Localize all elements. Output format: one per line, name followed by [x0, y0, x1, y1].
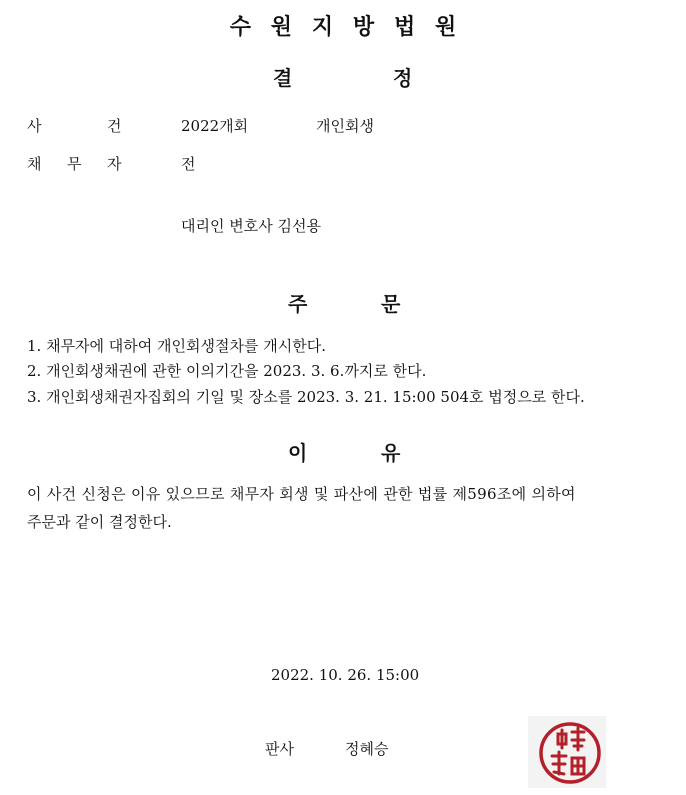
document-title-right: 정	[393, 66, 413, 90]
agent-attorney: 대리인 변호사 김선용	[181, 217, 321, 235]
reason-text-line-1: 이 사건 신청은 이유 있으므로 채무자 회생 및 파산에 관한 법률 제596조에 의하여	[27, 485, 576, 503]
reason-heading-left: 이	[288, 441, 308, 465]
debtor-label-char-1: 채	[27, 155, 42, 173]
judge-label: 판사	[265, 740, 294, 758]
debtor-label-char-3: 자	[107, 155, 122, 173]
reason-text-line-2: 주문과 같이 결정한다.	[27, 513, 172, 531]
case-label-char-2: 건	[107, 117, 122, 135]
order-item-1: 1. 채무자에 대하여 개인회생절차를 개시한다.	[27, 337, 326, 355]
order-heading-right: 문	[381, 292, 401, 316]
court-name: 수원지방법원	[229, 15, 477, 40]
case-label-char-1: 사	[27, 117, 42, 135]
debtor-name: 전	[181, 155, 196, 173]
judge-name: 정혜승	[345, 740, 389, 758]
order-item-2: 2. 개인회생채권에 관한 이의기간을 2023. 3. 6.까지로 한다.	[27, 362, 427, 380]
order-item-3: 3. 개인회생채권자집회의 기일 및 장소를 2023. 3. 21. 15:00 504호 법정으로 한다.	[27, 388, 585, 406]
case-type: 개인회생	[316, 117, 374, 135]
order-heading-left: 주	[288, 292, 308, 316]
case-number: 2022개회	[181, 117, 249, 135]
reason-heading-right: 유	[381, 441, 401, 465]
debtor-label-char-2: 무	[67, 155, 82, 173]
decision-date: 2022. 10. 26. 15:00	[271, 666, 420, 684]
court-seal	[528, 716, 606, 788]
document-title-left: 결	[273, 66, 293, 90]
